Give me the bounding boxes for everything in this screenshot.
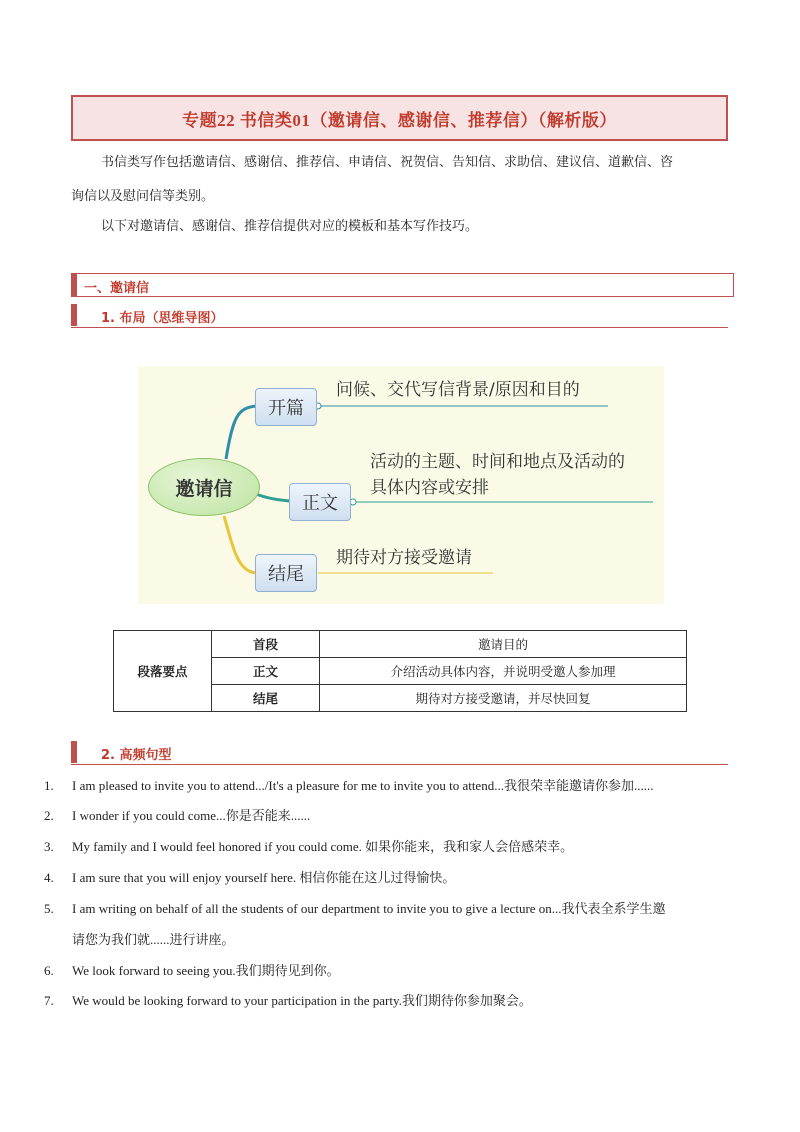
branch-connector-body bbox=[256, 494, 290, 501]
subheading-layout bbox=[71, 304, 728, 328]
list-item-text: I wonder if you could come...你是否能来...... bbox=[72, 808, 311, 823]
branch-connector-ending bbox=[224, 516, 256, 573]
intro-line-3: 以下对邀请信、感谢信、推荐信提供对应的模板和基本写作技巧。 bbox=[101, 218, 479, 233]
table-cell-content: 介绍活动具体内容，并说明受邀人参加理 bbox=[320, 658, 687, 685]
section-heading-text: 一、邀请信 bbox=[84, 281, 150, 296]
table-cell-part: 首段 bbox=[212, 631, 320, 658]
table-row bbox=[114, 631, 687, 658]
list-item-number: 1. bbox=[44, 778, 54, 793]
list-item-number: 5. bbox=[44, 901, 54, 916]
list-item-text: I am pleased to invite you to attend.../It's a pleasure for me to invite you to attend...我很荣幸能邀请你参加...... bbox=[72, 778, 654, 793]
mind-map bbox=[138, 366, 664, 604]
mind-map-node-ending: 结尾 bbox=[255, 554, 317, 592]
list-item-number: 6. bbox=[44, 963, 54, 978]
mind-map-text-ending: 期待对方接受邀请 bbox=[336, 548, 472, 568]
intro-line-2: 询信以及慰问信等类别。 bbox=[71, 188, 215, 203]
subheading-sentence-patterns bbox=[71, 741, 728, 765]
list-item-number: 7. bbox=[44, 993, 54, 1008]
subheading-sentence-patterns-text: 2. 高频句型 bbox=[101, 748, 172, 763]
table-row-header: 段落要点 bbox=[114, 631, 212, 712]
list-item-number: 3. bbox=[44, 839, 54, 854]
list-item-text-continuation: 请您为我们就......进行讲座。 bbox=[72, 932, 235, 947]
list-item-text: We look forward to seeing you.我们期待见到你。 bbox=[72, 963, 340, 978]
branch-connector-opening bbox=[226, 406, 256, 459]
list-item-text: My family and I would feel honored if you could come. 如果你能来，我和家人会倍感荣幸。 bbox=[72, 839, 574, 854]
list-item-number: 4. bbox=[44, 870, 54, 885]
document-title: 专题22 书信类01（邀请信、感谢信、推荐信）（解析版） bbox=[182, 110, 617, 130]
document-title-box bbox=[71, 95, 728, 141]
list-item-number: 2. bbox=[44, 808, 54, 823]
mind-map-text-body-line-2: 具体内容或安排 bbox=[370, 478, 489, 498]
mind-map-text-body-line-1: 活动的主题、时间和地点及活动的 bbox=[370, 452, 625, 472]
mind-map-text-opening: 问候、交代写信背景/原因和目的 bbox=[336, 380, 580, 400]
table-cell-content: 期待对方接受邀请，并尽快回复 bbox=[320, 685, 687, 712]
table-cell-content: 邀请目的 bbox=[320, 631, 687, 658]
subheading-accent-bar bbox=[71, 304, 77, 326]
table-cell-part: 正文 bbox=[212, 658, 320, 685]
paragraph-points-table bbox=[113, 630, 687, 712]
list-item-text: I am writing on behalf of all the students of our department to invite you to give a lecture on...我代表全系学生邀 bbox=[72, 901, 666, 916]
intro-line-1: 书信类写作包括邀请信、感谢信、推荐信、申请信、祝贺信、告知信、求助信、建议信、道歉信、咨 bbox=[101, 154, 674, 169]
list-item-text: I am sure that you will enjoy yourself here. 相信你能在这儿过得愉快。 bbox=[72, 870, 456, 885]
section-accent-bar bbox=[72, 274, 77, 296]
mind-map-node-body: 正文 bbox=[289, 483, 351, 521]
mind-map-center-node: 邀请信 bbox=[148, 458, 260, 516]
section-heading-invitation bbox=[71, 273, 734, 297]
subheading-layout-text: 1. 布局（思维导图） bbox=[101, 311, 224, 326]
mind-map-node-opening: 开篇 bbox=[255, 388, 317, 426]
table-cell-part: 结尾 bbox=[212, 685, 320, 712]
list-item-text: We would be looking forward to your participation in the party.我们期待你参加聚会。 bbox=[72, 993, 532, 1008]
subheading-accent-bar bbox=[71, 741, 77, 763]
